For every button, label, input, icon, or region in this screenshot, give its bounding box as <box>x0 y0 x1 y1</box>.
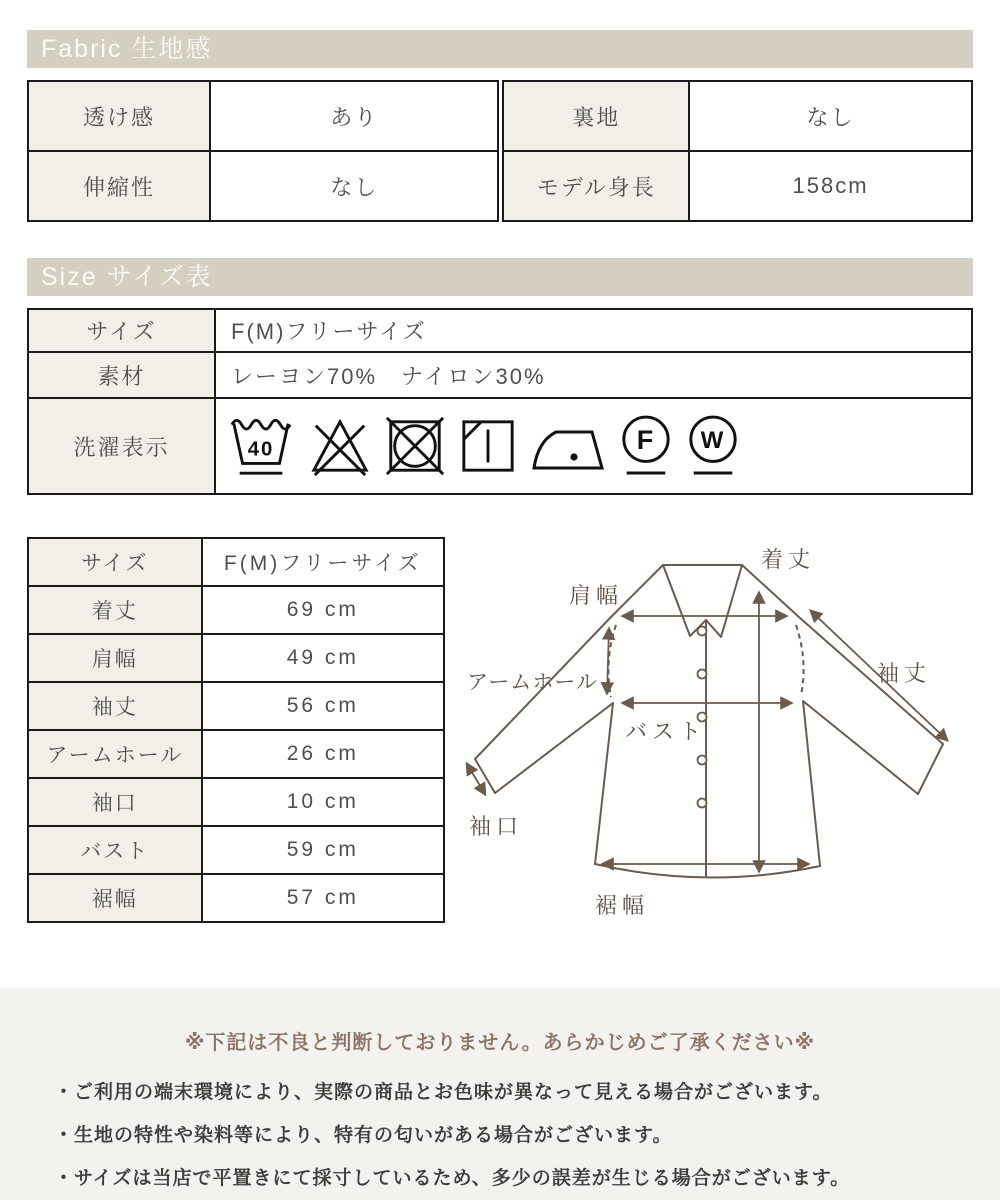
no-tumble-dry-icon <box>384 415 446 477</box>
table-row <box>503 81 972 151</box>
shirt-hem <box>595 864 820 878</box>
table-row <box>28 398 972 494</box>
size-value-cell: F(M)フリーサイズ <box>215 309 972 352</box>
shirt-button <box>698 756 707 765</box>
list-item: ・生地の特性や染料等により、特有の匂いがある場合がございます。 <box>54 1125 673 1146</box>
meas-value-cell: 56 cm <box>202 682 444 730</box>
material-value-cell: レーヨン70% ナイロン30% <box>215 352 972 398</box>
no-bleach-icon <box>309 415 371 477</box>
meas-label-cell: 袖口 <box>28 778 202 826</box>
meas-value-cell: 59 cm <box>202 826 444 874</box>
meas-label-cell: 肩幅 <box>28 634 202 682</box>
armhole-label: アームホール <box>467 671 598 694</box>
fabric-banner-label: Fabric 生地感 <box>41 35 213 63</box>
svg-text:40: 40 <box>247 438 275 461</box>
fabric-table-left <box>27 80 499 222</box>
fabric-value-cell: なし <box>689 81 972 151</box>
armhole-dashed-right <box>796 625 804 695</box>
list-item: ・サイズは当店で平置きにて採寸しているため、多少の誤差が生じる場合がございます。 <box>54 1168 851 1189</box>
armhole-arrow <box>607 629 609 693</box>
table-row <box>28 81 498 151</box>
measurement-table <box>27 537 445 923</box>
shirt-top-outline <box>475 565 943 759</box>
sleeve-length-label: 袖丈 <box>877 661 932 686</box>
cuff-label: 袖口 <box>469 814 524 839</box>
fabric-label-cell: 裏地 <box>503 81 689 151</box>
meas-label-cell: 裾幅 <box>28 874 202 922</box>
wash-40-icon <box>226 414 296 478</box>
meas-value-cell: 49 cm <box>202 634 444 682</box>
shirt-diagram-svg <box>453 541 973 933</box>
size-section-banner <box>27 258 973 296</box>
material-label-cell: 素材 <box>28 352 215 398</box>
fabric-tables <box>27 80 973 222</box>
table-row <box>503 151 972 221</box>
bust-label: バスト <box>625 719 707 744</box>
care-symbols-row <box>226 413 971 479</box>
table-row <box>28 778 444 826</box>
size-banner-label: Size サイズ表 <box>41 263 213 291</box>
meas-label-cell: バスト <box>28 826 202 874</box>
list-item: ・ご利用の端末環境により、実際の商品とお色味が異なって見える場合がございます。 <box>54 1082 833 1103</box>
meas-label-cell: 袖丈 <box>28 682 202 730</box>
table-row <box>28 634 444 682</box>
size-info-table <box>27 308 973 495</box>
fabric-label-cell: 透け感 <box>28 81 210 151</box>
fabric-table-right <box>502 80 973 222</box>
shirt-right-cuff <box>918 744 943 794</box>
size-label-cell: サイズ <box>28 309 215 352</box>
fabric-value-cell: なし <box>210 151 499 221</box>
fabric-label-cell: モデル身長 <box>503 151 689 221</box>
iron-low-heat-icon <box>530 419 606 473</box>
shirt-right-under <box>803 701 918 866</box>
fabric-value-cell: 158cm <box>689 151 972 221</box>
measurement-section <box>27 537 973 933</box>
meas-value-cell: 26 cm <box>202 730 444 778</box>
fabric-value-cell: あり <box>210 81 499 151</box>
shoulder-width-label: 肩幅 <box>569 583 624 608</box>
svg-text:W: W <box>700 426 726 454</box>
svg-text:F: F <box>636 424 656 455</box>
meas-value-cell: 69 cm <box>202 586 444 634</box>
disclaimer-heading: ※下記は不良と判断しておりません。あらかじめご了承ください※ <box>184 1032 816 1054</box>
length-label: 着丈 <box>761 547 816 572</box>
garment-measurement-diagram <box>453 541 973 933</box>
table-row <box>28 151 498 221</box>
table-row <box>28 352 972 398</box>
wet-clean-w-gentle-icon <box>686 413 740 479</box>
cuff-arrow <box>467 764 485 794</box>
care-label-cell: 洗濯表示 <box>28 398 215 494</box>
fabric-label-cell: 伸縮性 <box>28 151 210 221</box>
shirt-button <box>698 799 707 808</box>
meas-header-label: サイズ <box>28 538 202 586</box>
meas-value-cell: 10 cm <box>202 778 444 826</box>
hem-width-label: 裾幅 <box>595 893 650 918</box>
hang-dry-in-shade-icon <box>459 415 517 477</box>
table-row <box>28 730 444 778</box>
table-row <box>28 874 444 922</box>
shirt-button <box>698 670 707 679</box>
table-row <box>28 682 444 730</box>
dry-clean-f-gentle-icon <box>619 413 673 479</box>
meas-header-value: F(M)フリーサイズ <box>202 538 444 586</box>
disclaimer-list <box>0 1071 1000 1200</box>
table-row <box>28 538 444 586</box>
fabric-section-banner <box>27 30 973 68</box>
shirt-button <box>698 627 707 636</box>
meas-value-cell: 57 cm <box>202 874 444 922</box>
meas-label-cell: 着丈 <box>28 586 202 634</box>
disclaimer-section <box>0 988 1000 1200</box>
care-symbols-cell <box>215 398 972 494</box>
table-row <box>28 826 444 874</box>
table-row <box>28 309 972 352</box>
shirt-left-cuff <box>475 759 495 793</box>
shirt-left-under <box>495 703 613 864</box>
meas-label-cell: アームホール <box>28 730 202 778</box>
table-row <box>28 586 444 634</box>
